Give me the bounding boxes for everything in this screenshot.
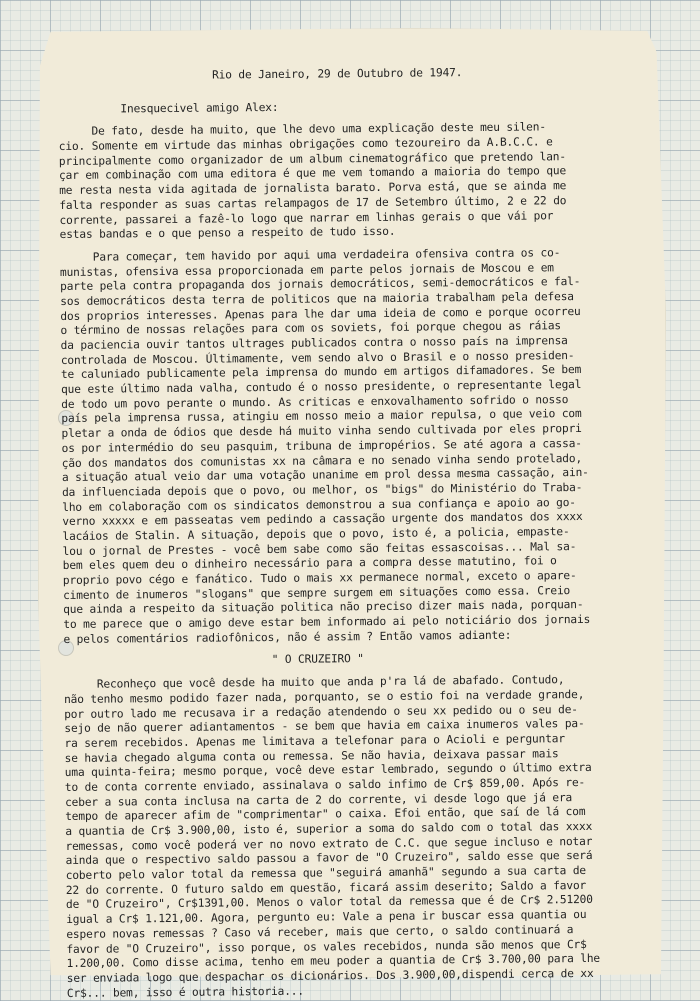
text-line: ceber a sua conta inclusa na carta de 2 do corrente, vi desde logo que já era [64, 790, 573, 809]
text-line: de "O Cruzeiro", Cr$1391,00. Menos o valor total da remessa que é de Cr$ 2.51200 [65, 893, 593, 912]
text-line: verno xxxxx e em passeatas vem pedindo a cassação urgente dos mandatos dos xxxx [62, 510, 583, 529]
text-line: país pela imprensa russa, atingiu em nosso meio a maior repulsa, o que veio com [61, 407, 582, 426]
text-line: cimento de inumeros "slogans" que sempre surgem em situações como essa. Creio [62, 583, 571, 602]
text-line: munistas, ofensiva essa proporcionada em parte pelos jornais de Moscou e em [59, 260, 554, 279]
text-line: to de conta corrente enviado, assinalava o saldo infimo de Cr$ 859,00. Após re- [64, 775, 586, 794]
text-line: que este último nada valha, contudo é o nosso presidente, o representante legal [61, 378, 582, 397]
text-line: os por intermédio do seu pasquim, tribuna de impropérios. Se até agora a cassa- [61, 436, 582, 455]
text-line: parte pela contra propaganda dos jornais democráticos, semi-democráticos e fal- [60, 275, 581, 294]
text-line: lho em colaboração com os sindicatos demonstrou a sua confiança e apoio ao go- [62, 495, 576, 514]
text-line: Cr$... bem, isso é outra historia... [66, 984, 304, 1000]
text-line: de todo um povo perante o mundo. As criticas e enxovalhamento sofrido o nosso [61, 392, 569, 411]
text-line: me resta nesta vida agitada de jornalista barato. Porva está, que se ainda me [59, 179, 567, 198]
text-line: cio. Somente em virtude das minhas obrigações como tezoureiro da A.B.C.C. e [58, 135, 553, 154]
text-line: controlada de Moscou. Últimamente, vem sendo alvo o Brasil e o nosso presiden- [60, 348, 575, 367]
text-line: sos democráticos desta terra de politicos que na maioria trabalham pela defesa [60, 289, 574, 308]
text-line: 1.200,00. Como disse acima, tenho em meu poder a quantia de Cr$ 3.700,00 para lhe [66, 952, 601, 971]
text-line: bem eles quem deu o dinheiro necessário para a compra desse matutino, foi o [62, 554, 557, 573]
text-line: te caluniado publicamente pela imprensa do mundo em artigos difamadores. Se bem [60, 363, 582, 382]
text-line: remessas, como você poderá ver no novo extrato de C.C. que segue incluso e notar [65, 834, 593, 853]
text-line: estas bandas e o que penso a respeito de tudo isso. [59, 224, 396, 242]
section-heading: " O CRUZEIRO " [271, 652, 364, 667]
text-line: uma quinta-feira; mesmo porque, você deve estar lembrado, segundo o último extra [64, 761, 592, 780]
text-line: sejo de não querer adiantamentos - se bem que havia em caixa inumeros vales pa- [64, 717, 585, 736]
text-line: Para começar, tem havido por aqui uma verdadeira ofensiva contra os co- [59, 246, 561, 264]
text-line: o término de nossas relações para com os soviets, foi porque chegou as ráias [60, 319, 562, 338]
text-line: ser enviada logo que despachar os dicionários. Dos 3.900,00,dispendi cerca de xx [66, 966, 594, 985]
text-line: corrente, passarei a fazê-lo logo que narrar em linhas gerais o que vái por [59, 208, 554, 227]
text-line: proprio povo cégo e fanático. Tudo o mais xx permanece normal, exceto o apare- [62, 569, 577, 587]
text-line: lou o jornal de Prestes - você bem sabe como são feitas essascoisas... Mal sa- [62, 539, 577, 558]
salutation: Inesquecivel amigo Alex: [120, 100, 279, 116]
text-line: ainda que o respectivo saldo passou a favor de "O Cruzeiro", saldo esse que será [65, 849, 593, 868]
paragraph-2 [60, 245, 674, 647]
text-line: igual a Cr$ 1.121,00. Agora, pergunto eu: Vale a pena ir buscar essa quantia ou [66, 908, 587, 927]
text-line: a situação atual veio dar uma votação unanime em prol dessa mesma cassação, ain- [61, 466, 589, 485]
text-line: principalmente como organizador de um album cinematográfico que pretendo lan- [58, 149, 567, 168]
text-line: e pelos comentários radiofônicos, não é assim ? Então vamos adiante: [63, 628, 512, 646]
text-line: não tenho mesmo podido fazer nada, porquanto, se o estio foi na verdade grande, [63, 687, 585, 706]
text-line: De fato, desde ha muito, que lhe devo uma explicação deste meu silen- [58, 120, 546, 139]
text-line: a quantia de Cr$ 3.900,00, isto é, superior a soma do saldo com o total das xxxx [65, 819, 593, 838]
text-line: Reconheço que você desde ha muito que anda p'ra lá de abafado. Contudo, [63, 673, 565, 692]
text-line: coberto pelo valor total da remessa que "seguirá amanhã" segundo a sua carta de [65, 864, 587, 883]
text-line: da paciencia ouvir tantos ultrages publicados contra o nosso país na imprensa [60, 334, 568, 352]
dateline: Rio de Janeiro, 29 de Outubro de 1947. [211, 66, 463, 82]
text-line: favor de "O Cruzeiro", isso porque, os vales recebidos, nunda são menos que Cr$ [66, 937, 587, 956]
paragraph-3 [64, 672, 677, 1001]
text-line: espero novas remessas ? Caso vá receber, mais que certo, o saldo continuará a [66, 922, 574, 941]
text-line: 22 do corrente. O futuro saldo em questão, ficará assim deserito; Saldo a favor [65, 878, 587, 897]
text-line: ção dos mandatos dos comunistas xx na câmara e no senado vinha sendo protelado, [61, 451, 583, 470]
text-line: pletar a onda de ódios que desde há muito vinha sendo cultivada por eles propri [61, 422, 582, 441]
text-line: dos proprios interesses. Apenas para lhe dar uma ideia de como e porque ocorreu [60, 304, 581, 323]
text-line: tempo de aparecer afim de "comprimentar" o caixa. Efoi então, que saí de lá com [65, 805, 586, 824]
text-line: falta responder as suas cartas relampagos de 17 de Setembro último, 2 e 22 do [59, 193, 567, 212]
paragraph-1 [59, 120, 670, 243]
text-line: lacáios de Stalin. A situação, depois que o povo, isto é, a policia, empaste- [62, 525, 570, 543]
text-line: que ainda a respeito da situação politica não preciso dizer mais nada, porquan- [63, 598, 584, 617]
text-line: çar em combinação com uma editora é que me vem tomando a maioria do tempo que [58, 164, 567, 183]
text-line: to me parece que o amigo deve estar bem informado ai pelo noticiário dos jornais [63, 612, 591, 632]
letter-body [58, 64, 677, 1001]
text-line: da influenciada depois que o povo, ou melhor, os "bigs" do Ministério do Traba- [61, 480, 583, 499]
text-line: se havia chegado alguma conta ou remessa. Se não havia, deixava passar mais [64, 746, 559, 765]
text-line: por outro lado me recusava ir a redação atendendo o seu xx pedido ou o seu de- [64, 702, 578, 721]
text-line: ra serem recebidos. Apenas me limitava a telefonar para o Acioli e perguntar [64, 732, 566, 750]
